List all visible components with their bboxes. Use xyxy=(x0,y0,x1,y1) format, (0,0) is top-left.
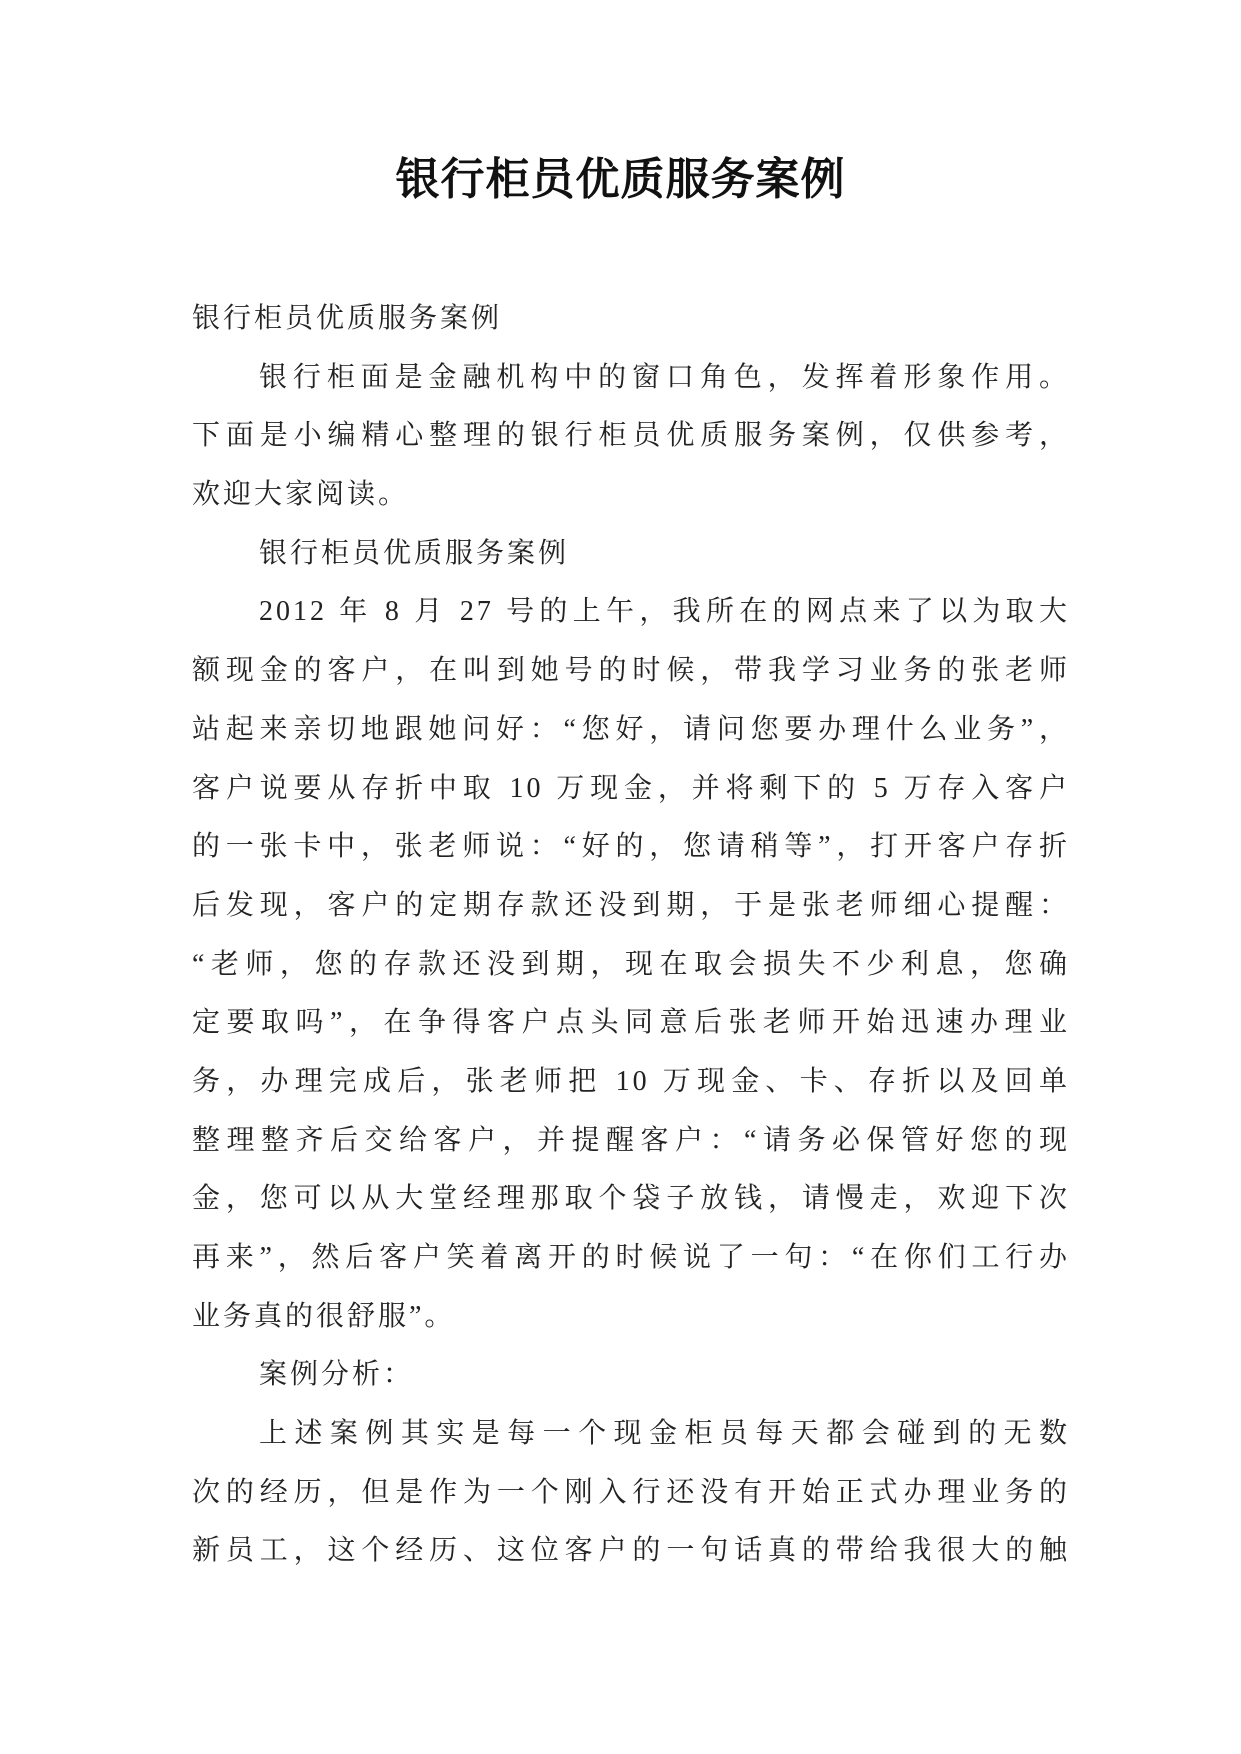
paragraph-line: 金，您可以从大堂经理那取个袋子放钱，请慢走，欢迎下次 xyxy=(192,1183,1070,1215)
paragraph-line: 下面是小编精心整理的银行柜员优质服务案例，仅供参考， xyxy=(192,420,1070,452)
document-subtitle: 银行柜员优质服务案例 xyxy=(192,303,503,334)
section-heading: 案例分析： xyxy=(259,1359,415,1391)
paragraph-line: 客户说要从存折中取 10 万现金，并将剩下的 5 万存入客户 xyxy=(192,772,1070,804)
paragraph-line: 定要取吗”，在争得客户点头同意后张老师开始迅速办理业 xyxy=(192,1007,1070,1039)
paragraph-line: 次的经历，但是作为一个刚入行还没有开始正式办理业务的 xyxy=(192,1476,1070,1508)
paragraph-line: 的一张卡中，张老师说：“好的，您请稍等”，打开客户存折 xyxy=(192,831,1070,863)
paragraph-line: 新员工，这个经历、这位客户的一句话真的带给我很大的触 xyxy=(192,1535,1070,1567)
paragraph-line: 站起来亲切地跟她问好：“您好，请问您要办理什么业务”， xyxy=(192,713,1070,745)
paragraph-line: 额现金的客户，在叫到她号的时候，带我学习业务的张老师 xyxy=(192,655,1070,687)
paragraph-line: 再来”，然后客户笑着离开的时候说了一句：“在你们工行办 xyxy=(192,1242,1070,1273)
paragraph-line: 欢迎大家阅读。 xyxy=(192,479,410,511)
paragraph-line: 银行柜面是金融机构中的窗口角色，发挥着形象作用。 xyxy=(259,361,1070,393)
paragraph-line: 后发现，客户的定期存款还没到期，于是张老师细心提醒： xyxy=(192,889,1070,921)
paragraph-line: 整理整齐后交给客户，并提醒客户：“请务必保管好您的现 xyxy=(192,1124,1070,1156)
paragraph-line: “老师，您的存款还没到期，现在取会损失不少利息，您确 xyxy=(192,948,1070,980)
section-heading: 银行柜员优质服务案例 xyxy=(259,537,570,569)
paragraph-line: 务，办理完成后，张老师把 10 万现金、卡、存折以及回单 xyxy=(192,1065,1070,1097)
paragraph-line: 上述案例其实是每一个现金柜员每天都会碰到的无数 xyxy=(259,1418,1070,1450)
paragraph-line: 2012 年 8 月 27 号的上午，我所在的网点来了以为取大 xyxy=(259,596,1070,628)
document-title: 银行柜员优质服务案例 xyxy=(395,155,846,204)
paragraph-line: 业务真的很舒服”。 xyxy=(192,1300,456,1332)
document-body xyxy=(192,290,1070,1581)
